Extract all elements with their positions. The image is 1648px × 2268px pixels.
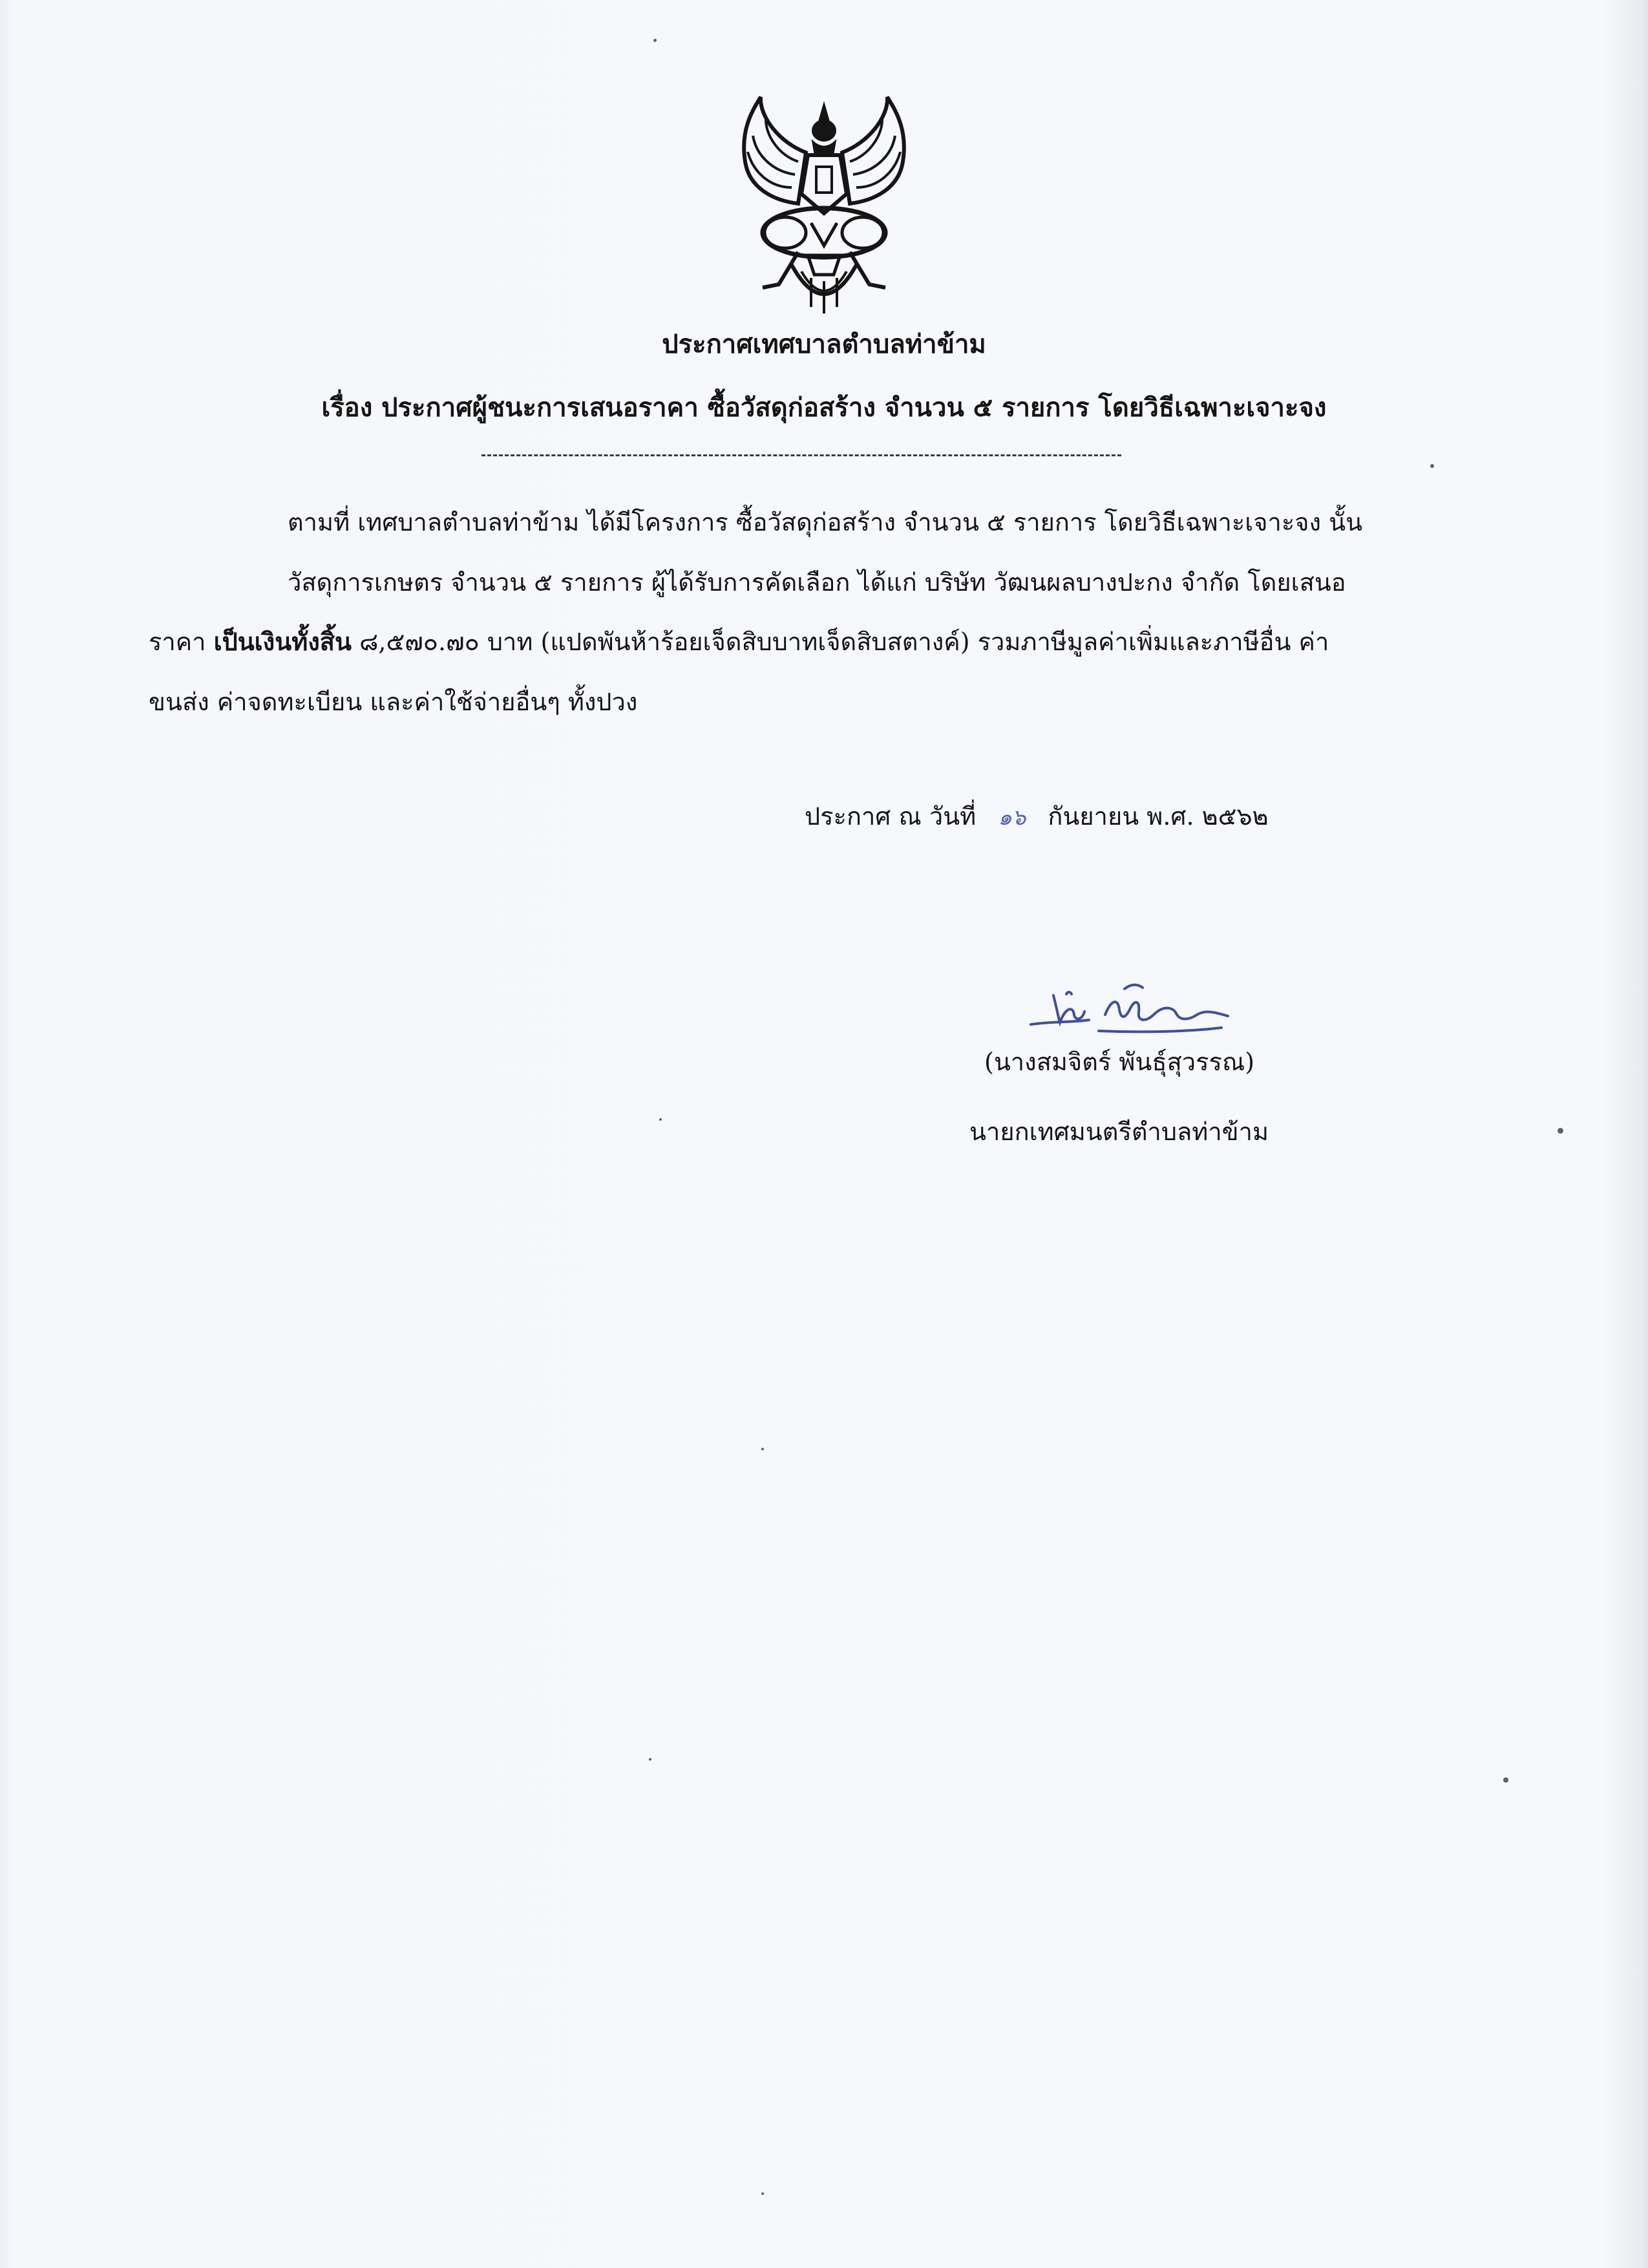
handwritten-signature-icon [1028,970,1234,1041]
announcement-subject: เรื่อง ประกาศผู้ชนะการเสนอราคา ซื้อวัสดุก่อสร้าง จำนวน ๕ รายการ โดยวิธีเฉพาะเจาะจง [321,392,1327,423]
signatory-position: นายกเทศมนตรีตำบลท่าข้าม [969,1118,1269,1146]
scan-speck [761,2192,764,2195]
signatory-name: (นางสมจิตร์ พันธุ์สุวรรณ) [984,1048,1255,1076]
date-suffix: กันยายน พ.ศ. ๒๕๖๒ [1048,802,1269,831]
body-line-2: วัสดุการเกษตร จำนวน ๕ รายการ ผู้ได้รับการคัดเลือก ได้แก่ บริษัท วัฒนผลบางปะกง จำกัด โดยเสนอ [288,568,1346,597]
announcement-date [805,796,1269,836]
body-line-1: ตามที่ เทศบาลตำบลท่าข้าม ได้มีโครงการ ซื้อวัสดุก่อสร้าง จำนวน ๕ รายการ โดยวิธีเฉพาะเจาะจง นั้น [288,508,1363,536]
announcement-title: ประกาศเทศบาลตำบลท่าข้าม [662,329,986,359]
divider-line [481,454,1121,456]
body-line-3 [149,622,1451,661]
scan-speck [1503,1777,1508,1783]
body-line-4: ขนส่ง ค่าจดทะเบียน และค่าใช้จ่ายอื่นๆ ทั้งปวง [149,688,638,716]
garuda-emblem-icon [701,90,947,323]
scan-speck [653,39,657,42]
scan-speck [649,1758,651,1761]
scan-speck [761,1448,764,1450]
body-line-3-total-label: เป็นเงินทั้งสิ้น [213,627,352,656]
body-line-3-end: ๘,๕๗๐.๗๐ บาท (แปดพันห้าร้อยเจ็ดสิบบาทเจ็ดสิบสตางค์) รวมภาษีมูลค่าเพิ่มและภาษีอื่น ค่า [351,628,1329,656]
date-prefix: ประกาศ ณ วันที่ [805,802,977,831]
scan-speck [659,1118,662,1121]
body-line-3-start: ราคา [149,628,214,656]
date-day-handwritten: ๑๖ [998,805,1026,831]
scan-speck [1558,1128,1563,1134]
scan-speck [1430,464,1434,468]
